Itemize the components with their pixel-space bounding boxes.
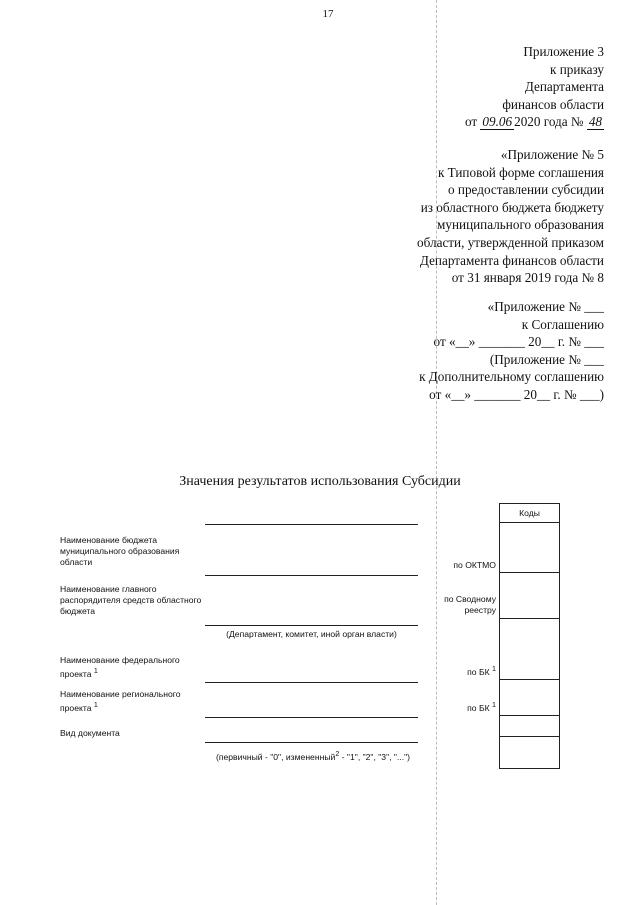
label-regional-project-text: Наименование регионального проекта [60, 689, 181, 713]
appendix-line: к приказу [550, 61, 604, 77]
field-line [205, 717, 418, 718]
codes-table [499, 503, 560, 769]
doc-type-note [210, 749, 416, 763]
typical-form-reference [417, 146, 604, 287]
label-authority-caption: (Департамент, комитет, иной орган власти) [226, 629, 397, 639]
code-label-text: по БК [467, 702, 490, 713]
reference-line: к Типовой форме соглашения [437, 164, 604, 180]
code-cell-bk-regional[interactable] [500, 680, 560, 716]
label-federal-project [60, 655, 205, 680]
code-label-text: по БК [467, 666, 490, 677]
agreement-line: к Дополнительному соглашению [419, 369, 604, 385]
agreement-line: (Приложение № ___ [489, 351, 604, 367]
field-line [205, 524, 418, 525]
reference-line: Департамента финансов области [419, 252, 604, 268]
footnote-mark: 2 [335, 750, 340, 758]
label-doc-type: Вид документа [60, 728, 120, 738]
field-line [205, 575, 418, 576]
code-label-bk-federal [420, 664, 496, 678]
date-prefix: от [464, 114, 478, 130]
doc-type-note-text: (первичный - "0", измененный [215, 751, 336, 762]
label-regional-project [60, 689, 205, 714]
form-title: Значения результатов использования Субсидии [179, 474, 461, 489]
code-label-bk-regional [420, 700, 496, 714]
handwritten-number: 48 [588, 114, 602, 130]
reference-line: о предоставлении субсидии [448, 182, 604, 198]
handwritten-date: 09.06 [482, 114, 513, 130]
label-federal-project-text: Наименование федерального проекта [60, 655, 180, 679]
agreement-line: от «__» _______ 20__ г. № ___) [429, 386, 604, 402]
reference-line: области, утвержденной приказом [417, 234, 604, 250]
agreement-line: к Соглашению [521, 316, 604, 332]
appendix-line: Приложение 3 [523, 44, 604, 59]
agreement-line: от «__» _______ 20__ г. № ___ [433, 334, 604, 350]
page-number: 17 [322, 8, 334, 20]
footnote-mark: 1 [492, 665, 496, 673]
label-main-manager: Наименование главного распорядителя средств областного бюджета [60, 584, 202, 616]
reference-line: из областного бюджета бюджету [420, 199, 604, 215]
footnote-mark: 1 [93, 701, 98, 709]
appendix-header [465, 43, 604, 131]
footnote-mark: 1 [93, 667, 98, 675]
codes-header: Коды [500, 504, 560, 523]
field-line [205, 742, 418, 743]
reference-line: от 31 января 2019 года № 8 [451, 270, 604, 286]
code-label-registry: по Сводному реестру [444, 594, 496, 615]
reference-line: «Приложение № 5 [500, 147, 604, 162]
appendix-line: Департамента [524, 79, 604, 95]
reference-line: муниципального образования [437, 217, 604, 233]
footnote-mark: 1 [492, 701, 496, 709]
fold-line [436, 0, 437, 905]
label-budget-name: Наименование бюджета муниципального образования области [60, 535, 180, 567]
agreement-reference [419, 298, 604, 404]
agreement-line: «Приложение № ___ [487, 299, 604, 314]
field-line [205, 625, 418, 626]
year-text: 2020 года № [514, 114, 584, 130]
code-cell-registry[interactable] [500, 573, 560, 619]
appendix-date-line [465, 113, 604, 131]
appendix-line: финансов области [502, 96, 604, 112]
code-cell-doc-type[interactable] [500, 716, 560, 737]
field-line [205, 682, 418, 683]
code-cell-empty[interactable] [500, 737, 560, 769]
code-cell-oktmo[interactable] [500, 523, 560, 573]
code-cell-bk-federal[interactable] [500, 619, 560, 680]
doc-type-note-rest: - "1", "2", "3", "...") [339, 751, 411, 762]
code-label-oktmo: по ОКТМО [453, 560, 496, 570]
